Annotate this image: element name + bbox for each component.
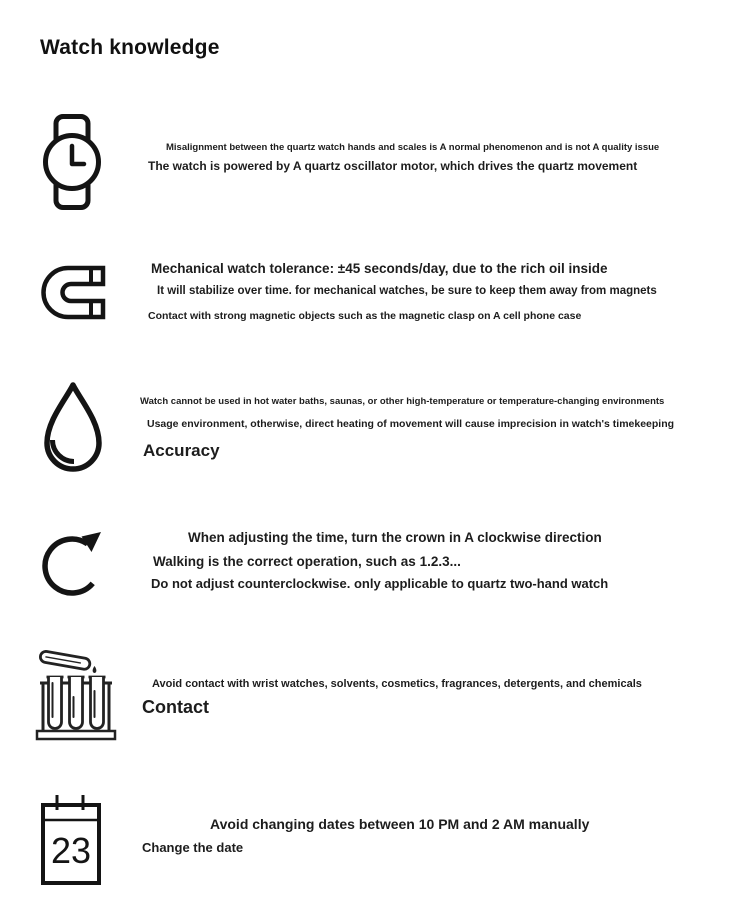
watch-icon: [42, 113, 102, 211]
clockwise-arrow-icon: [41, 524, 107, 604]
text-line: Avoid contact with wrist watches, solvents, cosmetics, fragrances, detergents, and chemicals: [152, 678, 642, 690]
text-line: Usage environment, otherwise, direct heating of movement will cause imprecision in watch's timekeeping: [147, 418, 675, 430]
text-line: Mechanical watch tolerance: ±45 seconds/day, due to the rich oil inside: [151, 261, 608, 276]
water-drop-icon: [39, 380, 107, 480]
section-keyword: Accuracy: [143, 441, 220, 460]
text-line: The watch is powered by A quartz oscillator motor, which drives the quartz movement: [148, 159, 638, 173]
calendar-day-number: 23: [50, 830, 92, 871]
test-tubes-icon: [34, 645, 118, 745]
page-title: Watch knowledge: [40, 36, 220, 59]
text-line: Avoid changing dates between 10 PM and 2 AM manually: [210, 816, 590, 832]
text-line: Misalignment between the quartz watch hands and scales is A normal phenomenon and is not A quality issue: [166, 142, 660, 153]
text-line: Walking is the correct operation, such as 1.2.3...: [153, 554, 461, 569]
text-line: Do not adjust counterclockwise. only applicable to quartz two-hand watch: [151, 576, 609, 591]
text-line: When adjusting the time, turn the crown in A clockwise direction: [188, 530, 602, 545]
magnet-icon: [41, 265, 107, 323]
text-line: Change the date: [142, 840, 244, 855]
text-line: It will stabilize over time. for mechanical watches, be sure to keep them away from magnets: [157, 285, 657, 297]
text-line: Watch cannot be used in hot water baths, saunas, or other high-temperature or temperature-changing environments: [140, 396, 665, 407]
section-keyword: Contact: [142, 697, 209, 717]
calendar-icon: [39, 792, 103, 887]
text-line: Contact with strong magnetic objects such as the magnetic clasp on A cell phone case: [148, 310, 582, 322]
